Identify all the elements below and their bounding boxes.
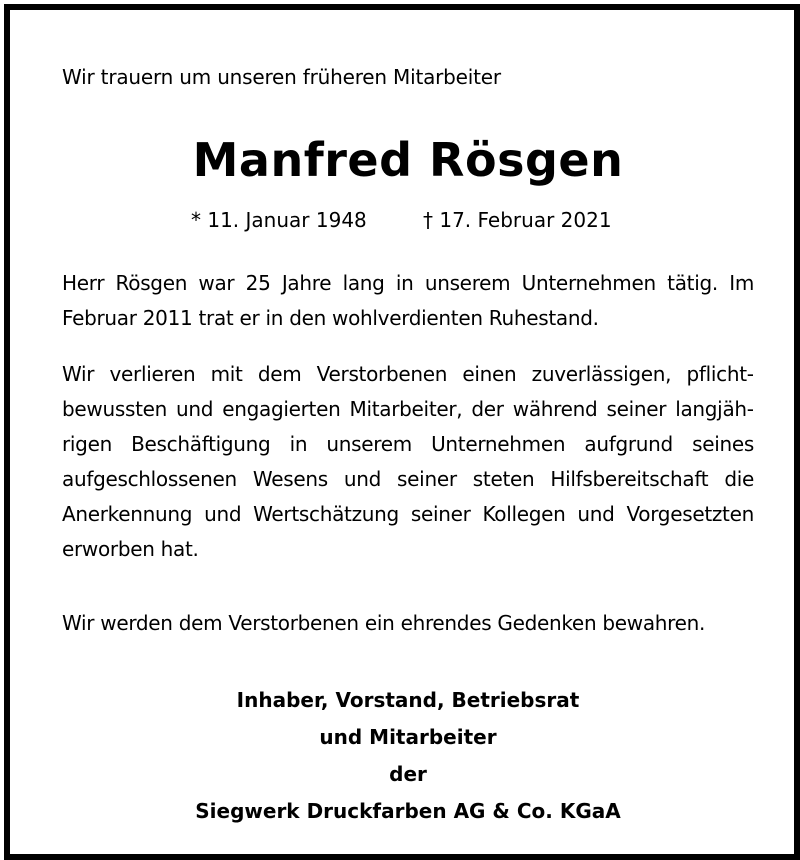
notice-frame — [4, 4, 800, 860]
tribute-paragraph: Wir verlieren mit dem Verstorbenen einen zuverlässigen, pflichtbewussten und engagierten Mitarbeiter, der während seiner langjährigen Beschäftigung in unserem Unternehmen aufgrund seines aufgeschlossenen Wesens und seiner steten Hilfsbereitschaft die Anerkennung und Wertschätzung seiner Kollegen und Vorgesetzten erworben hat. — [62, 362, 754, 561]
signature-line-3: der — [389, 762, 427, 786]
intro-line: Wir trauern um unseren früheren Mitarbeiter — [62, 65, 501, 89]
signature-line-2: und Mitarbeiter — [319, 725, 497, 749]
remembrance-paragraph: Wir werden dem Verstorbenen ein ehrendes Gedenken bewahren. — [62, 611, 706, 635]
birth-date: * 11. Januar 1948 — [191, 208, 367, 232]
signature-line-1: Inhaber, Vorstand, Betriebsrat — [236, 688, 580, 712]
deceased-name: Manfred Rösgen — [192, 133, 624, 187]
life-dates — [62, 206, 754, 234]
career-paragraph: Herr Rösgen war 25 Jahre lang in unserem Unternehmen tätig. Im Februar 2011 trat er in den wohlverdienten Ruhestand. — [62, 271, 754, 330]
company-name: Siegwerk Druckfarben AG & Co. KGaA — [195, 799, 621, 823]
death-date: † 17. Februar 2021 — [423, 208, 612, 232]
signature-block — [62, 682, 754, 830]
